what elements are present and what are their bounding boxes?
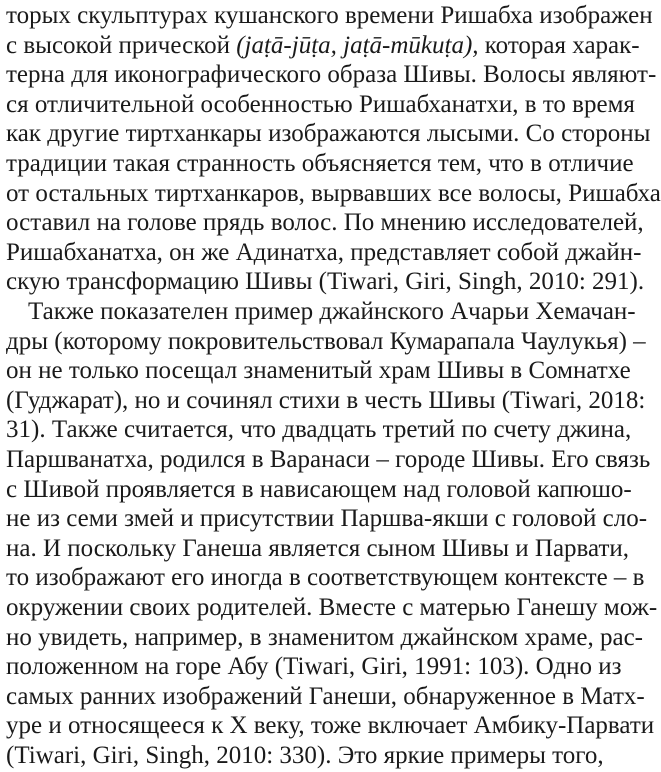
text-line-15: 31). Также считается, что двадцать третий по счету джина, bbox=[6, 416, 632, 444]
text-line-8: оставил на голове прядь волос. По мнению исследователей, bbox=[6, 209, 644, 237]
text-line-23: положенном на горе Абу (Tiwari, Giri, 1991: 103). Одно из bbox=[6, 653, 622, 681]
text-line-1: торых скульптурах кушанского времени Ришабха изображен bbox=[6, 2, 653, 29]
text-line-13: он не только посещал знаменитый храм Шивы в Сомнатхе bbox=[6, 357, 631, 385]
text-line-24: самых ранних изображений Ганеши, обнаруженное в Матх- bbox=[6, 682, 645, 710]
text-line-2 bbox=[6, 30, 640, 62]
text-line-10: скую трансформацию Шивы (Tiwari, Giri, Singh, 2010: 291). bbox=[6, 268, 645, 296]
text-line-6: традиции такая странность объясняется тем, что в отличие bbox=[6, 150, 634, 177]
italic-term: (jaṭā-jūṭa, jaṭā-mūkuṭa), bbox=[236, 31, 479, 59]
text-line-12: дры (которому покровительствовал Кумарапала Чаулукья) – bbox=[6, 327, 646, 355]
text-line-14: (Гуджарат), но и сочинял стихи в честь Шивы (Tiwari, 2018: bbox=[6, 386, 646, 414]
text-line-20: то изображают его иногда в соответствующем контексте – в bbox=[6, 564, 645, 592]
text-line-7: от остальных тиртханкаров, вырвавших все волосы, Ришабха bbox=[6, 179, 661, 207]
text-line-26: (Tiwari, Giri, Singh, 2010: 330). Это яркие примеры того, bbox=[6, 742, 604, 769]
text-line-2-start: с высокой прической bbox=[6, 31, 237, 59]
text-line-18: не из семи змей и присутствии Паршва-якши с головой сло- bbox=[6, 505, 648, 533]
text-line-9: Ришабханатха, он же Адинатха, представляет собой джайн- bbox=[6, 238, 642, 266]
text-line-11: Также показателен пример джайнского Ачарьи Хемачан- bbox=[28, 298, 636, 325]
text-line-5: как другие тиртханкары изображаются лысыми. Со стороны bbox=[6, 120, 651, 148]
text-line-17: с Шивой проявляется в нависающем над головой капюшо- bbox=[6, 475, 632, 503]
text-line-2-end: которая харак- bbox=[478, 31, 640, 59]
text-line-21: окружении своих родителей. Вместе с матерью Ганешу мож- bbox=[6, 594, 658, 621]
text-line-3: терна для иконографического образа Шивы. Волосы являют- bbox=[6, 61, 657, 89]
text-line-25: уре и относящееся к X веку, тоже включает Амбику-Парвати bbox=[6, 712, 655, 740]
text-line-4: ся отличительной особенностью Ришабханатхи, в то время bbox=[6, 90, 635, 118]
text-line-22: но увидеть, например, в знаменитом джайнском храме, рас- bbox=[6, 623, 643, 651]
text-line-16: Паршванатха, родился в Варанаси – городе Шивы. Его связь bbox=[6, 446, 651, 473]
text-line-19: на. И поскольку Ганеша является сыном Шивы и Парвати, bbox=[6, 534, 630, 562]
